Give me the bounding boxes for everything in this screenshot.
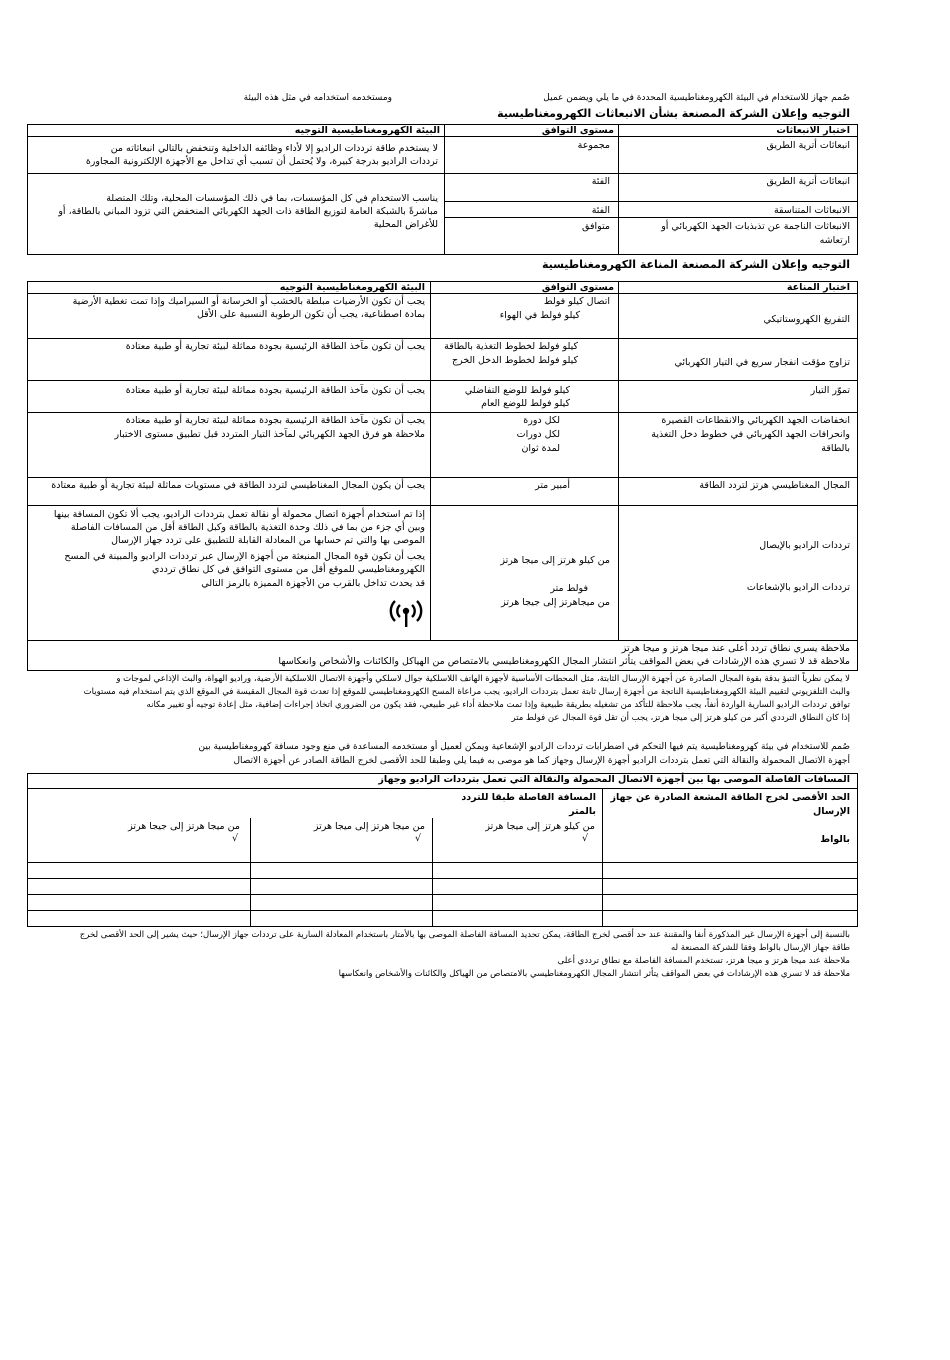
immunity-header-level: مستوى التوافق — [541, 282, 614, 293]
immunity-eft-test: تزاوج مؤقت انفجار سريع في التيار الكهربائي — [674, 357, 850, 368]
emissions-row3-level: الفئة — [591, 205, 610, 216]
distance-range1-label: من كيلو هرتز إلى ميجا هرتز — [485, 821, 595, 832]
immunity-esd-level-line1: اتصال كيلو فولط — [543, 296, 610, 307]
immunity-esd-env-line1: يجب أن تكون الأرضيات مبلطة بالخشب أو الخرسانة أو السيراميك وإذا تمت تغطية الأرضية — [72, 296, 425, 307]
immunity-dips-env-line2: ملاحظة هو فرق الجهد الكهربائي لمآخذ التيار المتردد قبل تطبيق مستوى الاختبار — [114, 429, 425, 440]
immunity-header-test: اختبار المناعة — [786, 282, 850, 293]
emissions-env-shared-line3: للأغراض المحلية — [373, 219, 438, 230]
immunity-header-environment: البيئة الكهرومغناطيسية التوجيه — [279, 282, 425, 293]
immunity-footnote4: إذا كان النطاق الترددي أكبر من كيلو هرتز إلى ميجا هرتز، يجب أن تقل قوة المجال عن فولط متر — [511, 713, 850, 723]
immunity-note2: ملاحظة قد لا تسري هذه الإرشادات في بعض المواقف يتأثر انتشار المجال الكهرومغناطيسي بالامتصاص من الهياكل والكائنات والأشخاص وانعكاسها — [278, 656, 850, 667]
immunity-rf-env-line2: وبين أي جزء من بما في ذلك وحدة التغذية بالطاقة وكبل الطاقة أقل من المسافات الفاصلة — [70, 522, 425, 533]
immunity-surge-level-line2: كيلو فولط للوضع العام — [481, 398, 570, 409]
immunity-rf-radiated-level-line2: من ميجاهرتز إلى جيجا هرتز — [501, 597, 610, 608]
emissions-row4-level: متوافق — [582, 221, 610, 232]
distance-col-power-line1: الحد الأقصى لخرج الطاقة المشعة الصادرة عن جهاز — [610, 792, 850, 803]
immunity-rf-radiated-level-line1: فولط متر — [550, 583, 588, 594]
distance-col-unit: بالواط — [820, 834, 850, 845]
emissions-env-shared-line2: مباشرةً بالشبكة العامة لتوزيع الطاقة ذات الجهد الكهربائي المنخفض التي تزود المباني بالطاقة، أو — [58, 206, 438, 217]
immunity-heading: التوجيه وإعلان الشركة المصنعة المناعة الكهرومغناطيسية — [541, 258, 850, 271]
immunity-rf-env-line4: يجب أن تكون قوة المجال المنبعثة من أجهزة الإرسال عبر ترددات الراديو والمبينة في المسح — [64, 551, 425, 562]
immunity-dips-env-line1: يجب أن تكون مآخذ الطاقة الرئيسية بجودة مماثلة لبيئة تجارية أو طبية معتادة — [125, 415, 425, 426]
emissions-row3-test: الانبعاثات المتناسقة — [773, 205, 850, 216]
immunity-rf-env-line6: قد يحدث تداخل بالقرب من الأجهزة المميزة بالرمز التالي — [201, 578, 425, 589]
emissions-row1-env-line1: لا يستخدم طاقة ترددات الراديو إلا لأداء وظائفه الداخلية وتنخفض بالتالي انبعاثاته من — [110, 143, 438, 154]
immunity-note1: ملاحظة يسري نطاق تردد أعلى عند ميجا هرتز و ميجا هرتز — [621, 643, 850, 654]
immunity-magnetic-level: أمبير متر — [535, 480, 570, 491]
emissions-header-environment: البيئة الكهرومغناطيسية التوجيه — [294, 125, 440, 136]
emissions-row2-level: الفئة — [591, 176, 610, 187]
emissions-env-shared-line1: يناسب الاستخدام في كل المؤسسات، بما في ذلك المؤسسات المحلية، وتلك المتصلة — [106, 193, 438, 204]
distance-range3-label: من ميجا هرتز إلى جيجا هرتز — [128, 821, 240, 832]
immunity-dips-test-line2: وانحرافات الجهد الكهربائي في خطوط دخل التغذية — [651, 429, 850, 440]
emissions-row1-test: انبعاثات أترية الطريق — [766, 140, 850, 151]
immunity-footnote1: لا يمكن نظرياً التنبؤ بدقة بقوة المجال الصادرة عن أجهزة الإرسال الثابتة، مثل المحطات الأساسية لأجهزة الهاتف اللاسلكية جوال لاسلكي وأجهزة الاتصال اللاسلكية الأرضية، وراديو الهواة، والبث الإذاعي لموجات و — [116, 674, 850, 684]
immunity-rf-conducted-test: ترددات الراديو بالإيصال — [759, 540, 850, 551]
immunity-dips-level-line3: لمدة ثوان — [521, 443, 560, 454]
immunity-esd-env-line2: بمادة اصطناعية، يجب أن تكون الرطوبة النسبية على الأقل — [196, 309, 425, 320]
immunity-rf-env-line1: إذا تم استخدام أجهزة اتصال محمولة أو نقالة تعمل بترددات الراديو، يجب ألا تكون المسافة بينها — [53, 509, 425, 520]
distance-range2-label: من ميجا هرتز إلى ميجا هرتز — [313, 821, 425, 832]
distance-col-distance-line2: بالمتر — [569, 806, 596, 817]
immunity-rf-env-line5: الكهرومغناطيسي للموقع أقل من مستوى التوافق في كل نطاق ترددي — [152, 564, 425, 575]
emissions-header-level: مستوى التوافق — [541, 125, 614, 136]
immunity-footnote3: توافق ترددات الراديو السارية الواردة أنفاً، يجب ملاحظة للتأكد من تشغيله بطريقة طبيعية وإذا تمت ملاحظة أداء غير طبيعي، فقد يكون من الضروري اتخاذ إجراءات إضافية، مثل إعادة توجيه أو تغيير مكانه — [146, 700, 850, 710]
immunity-rf-conducted-level: من كيلو هرتز إلى ميجا هرتز — [500, 555, 610, 566]
immunity-rf-radiated-test: ترددات الراديو بالإشعاعات — [746, 582, 850, 593]
immunity-dips-level-line2: لكل دورات — [516, 429, 560, 440]
emissions-row4-test-line1: الانبعاثات الناجمة عن تذبذبات الجهد الكهربائي أو — [661, 221, 850, 232]
distance-footnote3: ملاحظة عند ميجا هرتز و ميجا هرتز، تستخدم المسافة الفاصلة مع نطاق ترددي أعلى — [557, 956, 850, 966]
emissions-heading: التوجيه وإعلان الشركة المصنعة بشأن الانبعاثات الكهرومغناطيسية — [497, 107, 850, 120]
distance-range2-mark: √ — [414, 833, 421, 844]
intro-line-right: صُمم جهاز للاستخدام في البيئة الكهرومغناطيسية المحددة في ما يلي ويضمن عميل — [543, 93, 850, 103]
distance-intro-line2: أجهزة الاتصال المحمولة والنقالة التي تعمل بترددات الراديو أجهزة الإرسال وجهاز كما هو موصى به فيما يلي وطبقا للحد الأقصى لخرج الطاقة الصادر عن أجهزة الاتصال — [233, 756, 850, 766]
immunity-eft-level-line2: كيلو فولط لخطوط الدخل الخرج — [451, 355, 578, 366]
intro-line-left: ومستخدمه استخدامه في مثل هذه البيئة — [243, 93, 392, 103]
distance-col-power-line2: الإرسال — [813, 806, 850, 817]
distance-footnote2: طاقة جهاز الإرسال بالواط وفقا للشركة المصنعة له — [670, 943, 850, 953]
immunity-surge-env: يجب أن تكون مآخذ الطاقة الرئيسية بجودة مماثلة لبيئة تجارية أو طبية معتادة — [125, 385, 425, 396]
distance-range3-mark: √ — [231, 833, 238, 844]
immunity-rf-env-line3: الموصى بها والتي تم حسابها من المعادلة القابلة للتطبيق على تردد جهاز الإرسال — [111, 535, 425, 546]
distance-footnote4: ملاحظة قد لا تسري هذه الإرشادات في بعض المواقف يتأثر انتشار المجال الكهرومغناطيسي بالامتصاص من الهياكل والكائنات والأشخاص وانعكاسها — [338, 969, 850, 979]
immunity-dips-level-line1: لكل دورة — [523, 415, 560, 426]
immunity-eft-env: يجب أن تكون مآخذ الطاقة الرئيسية بجودة مماثلة لبيئة تجارية أو طبية معتادة — [125, 341, 425, 352]
distance-range1-mark: √ — [581, 833, 588, 844]
emissions-row1-env-line2: ترددات الراديو بدرجة كبيرة، ولا يُحتمل أن تسبب أي تداخل مع الأجهزة الإلكترونية المجاورة — [85, 156, 438, 167]
emissions-row4-test-line2: ارتعاشه — [819, 235, 850, 246]
emissions-header-test: اختبار الانبعاثات — [776, 125, 850, 136]
immunity-esd-level-line2: كيلو فولط في الهواء — [499, 310, 580, 321]
immunity-dips-test-line3: بالطاقة — [821, 443, 850, 454]
immunity-footnote2: والبث التلفزيوني لتقييم البيئة الكهرومغناطيسية الناتجة من أجهزة إرسال ثابتة تعمل بترددات الراديو، يجب مراعاة المسح الكهرومغناطيسي للموقع إذا تعدت قوة المجال المقيسة في الموقع الذي يتم استخدام فيه مستويات — [83, 687, 850, 697]
immunity-dips-test-line1: انخفاضات الجهد الكهربائي والانقطاعات القصيرة — [661, 415, 850, 426]
immunity-magnetic-test: المجال المغناطيسي هرتز لتردد الطاقة — [699, 480, 850, 491]
immunity-eft-level-line1: كيلو فولط لخطوط التغذية بالطاقة — [444, 341, 578, 352]
distance-intro-line1: صُمم للاستخدام في بيئة كهرومغناطيسية يتم فيها التحكم في اضطرابات ترددات الراديو الإشعاعية ويمكن لعميل أو مستخدمه المساعدة في منع وجود مسافة كهرومغناطيسية بين — [198, 742, 850, 752]
radio-wave-warning-icon — [386, 598, 426, 632]
distance-title: المسافات الفاصلة الموصى بها بين أجهزة الاتصال المحمولة والنقالة التي تعمل بترددات الراديو وجهاز — [378, 774, 850, 785]
emissions-row2-test: انبعاثات أترية الطريق — [766, 176, 850, 187]
immunity-surge-level-line1: كيلو فولط للوضع التفاضلي — [464, 385, 570, 396]
emissions-row1-level: مجموعة — [577, 140, 610, 151]
immunity-magnetic-env: يجب أن يكون المجال المغناطيسي لتردد الطاقة في مستويات مماثلة لبيئة تجارية أو طبية معتادة — [51, 480, 425, 491]
immunity-surge-test: تموّر التيار — [810, 385, 850, 396]
distance-col-distance-line1: المسافة الفاصلة طبقا للتردد — [461, 792, 596, 803]
immunity-esd-test: التفريغ الكهروستاتيكي — [763, 314, 850, 325]
distance-footnote1: بالنسبة إلى أجهزة الإرسال غير المذكورة أنفا والمقننة عند حد أقصى لخرج الطاقة، يمكن تحديد المسافة الفاصلة الموصى بها بالأمتار باستخدام المعادلة السارية على ترددات جهاز الإرسال؛ حيث يشير إلى الحد الأقصى لخرج — [79, 930, 850, 940]
